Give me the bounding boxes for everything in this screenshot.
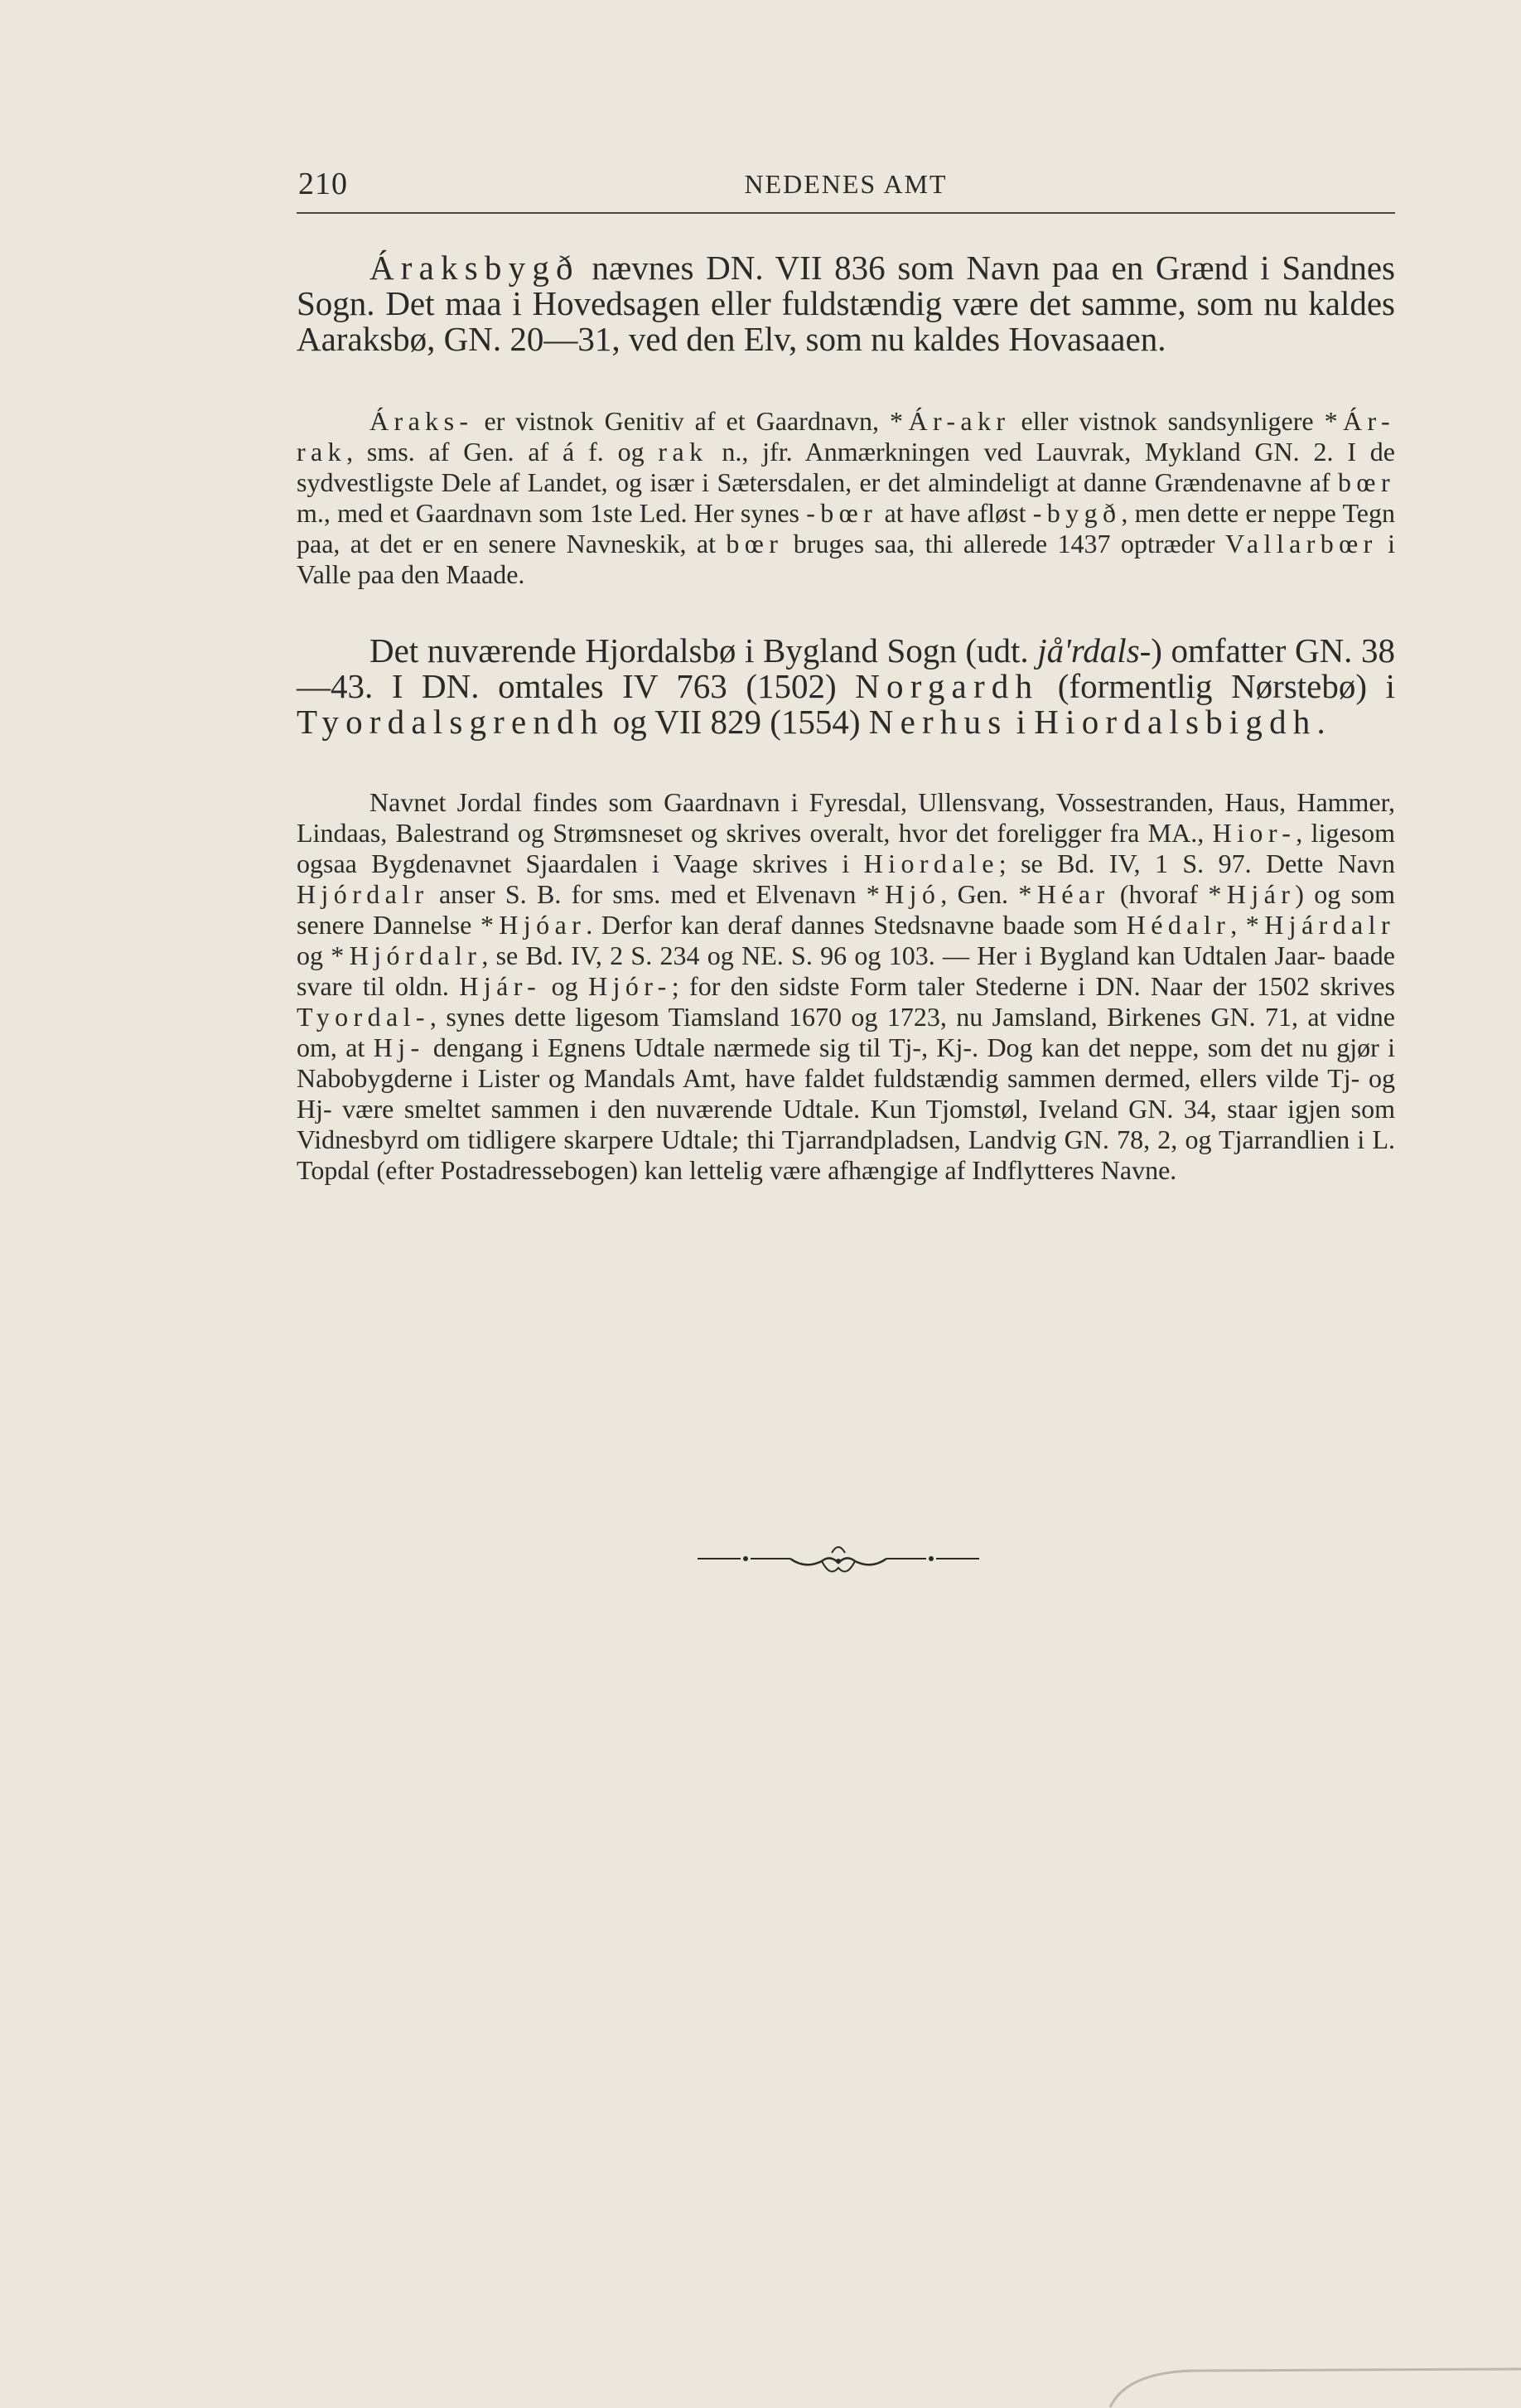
spaced-term: Áraksbygð	[369, 249, 580, 287]
page-number: 210	[298, 167, 348, 201]
spaced-term: *Héar	[1018, 879, 1110, 909]
spaced-term: bœr	[726, 529, 784, 558]
text-run: , synes dette ligesom Tiamsland 1670 og 1723, nu Jamsland, Birkenes GN. 71, at vidne om, at	[297, 1002, 1395, 1062]
spaced-term: Hior-	[1212, 818, 1296, 848]
spaced-term: Nerhus	[868, 703, 1008, 741]
text-run: (formentlig Nørstebø) i	[1039, 667, 1395, 705]
spaced-term: Hjár-	[459, 971, 542, 1001]
text-run: ; for den sidste Form taler Stederne i DN. Naar der 1502 skrives	[671, 971, 1396, 1001]
text-run: ,	[1230, 910, 1246, 940]
text-run: m., med et Gaardnavn som 1ste Led. Her synes	[297, 498, 807, 528]
text-run: (hvoraf	[1109, 879, 1209, 909]
spaced-term: Hjórdalr	[297, 879, 429, 909]
running-head: NEDENES AMT	[744, 169, 948, 199]
paragraph-araks-note	[297, 406, 1395, 590]
text-run: n., jfr. Anmærkningen ved Lauvrak, Mykland GN. 2. I de sydvestligste Dele af Landet, og især i Sætersdalen, er det almindeligt at danne Grændenavne af	[297, 437, 1396, 497]
text-run: , men dette er neppe Tegn paa, at det er en senere Navneskik, at	[297, 498, 1396, 558]
text-run: . Derfor kan deraf dannes Stedsnavne baade som	[586, 910, 1127, 940]
spaced-term: Tyordalsgrendh	[297, 703, 605, 741]
paragraph-araksbygd	[297, 250, 1395, 357]
spaced-term: Hj-	[373, 1032, 425, 1062]
spaced-term: *Ár-rak	[297, 406, 1396, 467]
paragraph-hjordalsbo	[297, 633, 1395, 740]
text-run: Det nuværende Hjordalsbø i Bygland Sogn (udt.	[369, 631, 1038, 670]
text-run: og	[297, 940, 331, 970]
text-run: , sms. af Gen. af á f. og	[346, 437, 659, 467]
text-run: eller vistnok sandsynligere	[1010, 406, 1325, 436]
text-run: nævnes DN. VII 836 som Navn paa en Grænd i Sandnes Sogn. Det maa i Hovedsagen eller fuldstændig være det samme, som nu kaldes Aaraksbø, GN. 20—31, ved den Elv, som nu kaldes Hovasaaen.	[297, 249, 1395, 358]
spaced-term: *Hjóar	[480, 910, 587, 940]
page-header	[297, 162, 1395, 214]
italic-term: jå'rdals-	[1037, 631, 1152, 670]
text-run: ) omfatter GN. 38—43. I DN. omtales IV 763 (1502)	[297, 631, 1395, 705]
text-run: Navnet Jordal findes som Gaardnavn i Fyresdal, Ullensvang, Vossestranden, Haus, Hammer, Lindaas, Balestrand og Strømsneset og skrives overalt, hvor det foreligger fra MA.,	[297, 787, 1395, 848]
text-run: i Valle paa den Maade.	[297, 529, 1396, 589]
text-run: .	[1316, 703, 1325, 741]
spaced-term: *Hjó	[866, 879, 941, 909]
paragraph-jordal-note	[297, 787, 1395, 1186]
text-run: ; se Bd. IV, 1 S. 97. Dette Navn	[998, 849, 1396, 878]
text-run: dengang i Egnens Udtale nærmede sig til Tj-, Kj-. Dog kan det neppe, som det nu gjør i Nabobygderne i Lister og Mandals Amt, have faldet fuldstændig sammen dermed, ellers vilde Tj- og Hj- være smeltet sammen i den nuværende Udtale. Kun Tjomstøl, Iveland GN. 34, staar igjen som Vidnesbyrd om tidligere skarpere Udtale; thi Tjarrandpladsen, Landvig GN. 78, 2, og Tjarrandlien i L. Topdal (efter Postadressebogen) kan lettelig være afhængige af Indflytteres Navne.	[297, 1032, 1395, 1185]
text-run: at have afløst	[877, 498, 1033, 528]
text-run: ) og som senere Dannelse	[297, 879, 1396, 940]
spaced-term: Norgardh	[855, 667, 1040, 705]
spaced-term: Hjór-	[588, 971, 672, 1001]
spaced-term: Áraks-	[369, 406, 474, 436]
text-run: , Gen.	[940, 879, 1019, 909]
spaced-term: rak	[658, 437, 708, 467]
spaced-term: bœr	[1338, 467, 1395, 497]
spaced-term: Hiordalsbigdh	[1034, 703, 1317, 741]
text-run: , ligesom ogsaa Bygdenavnet Sjaardalen i Vaage skrives i	[297, 818, 1396, 878]
spaced-term: -bœr	[806, 498, 878, 528]
fleuron-ornament-icon	[698, 1538, 979, 1579]
text-run: og VII 829 (1554)	[604, 703, 869, 741]
spaced-term: *Hjár	[1208, 879, 1296, 909]
spaced-term: *Ár-akr	[890, 406, 1011, 436]
text-run: er vistnok Genitiv af et Gaardnavn,	[473, 406, 891, 436]
text-run: i	[1007, 703, 1035, 741]
page-edge-shadow	[1077, 2366, 1521, 2408]
spaced-term: *Hjórdalr	[331, 940, 482, 970]
text-run: bruges saa, thi allerede 1437 optræder	[783, 529, 1225, 558]
spaced-term: *Hjárdalr	[1245, 910, 1396, 940]
text-run: , se Bd. IV, 2 S. 234 og NE. S. 96 og 103. — Her i Bygland kan Udtalen Jaar- baade svare til oldn.	[297, 940, 1396, 1001]
text-run: anser S. B. for sms. med et Elvenavn	[428, 879, 867, 909]
spaced-term: Tyordal-	[297, 1002, 430, 1032]
spaced-term: Hédalr	[1126, 910, 1231, 940]
spaced-term: -bygð	[1032, 498, 1122, 528]
spaced-term: Vallarbœr	[1224, 529, 1378, 558]
text-run: og	[541, 971, 589, 1001]
spaced-term: Hiordale	[863, 849, 999, 878]
